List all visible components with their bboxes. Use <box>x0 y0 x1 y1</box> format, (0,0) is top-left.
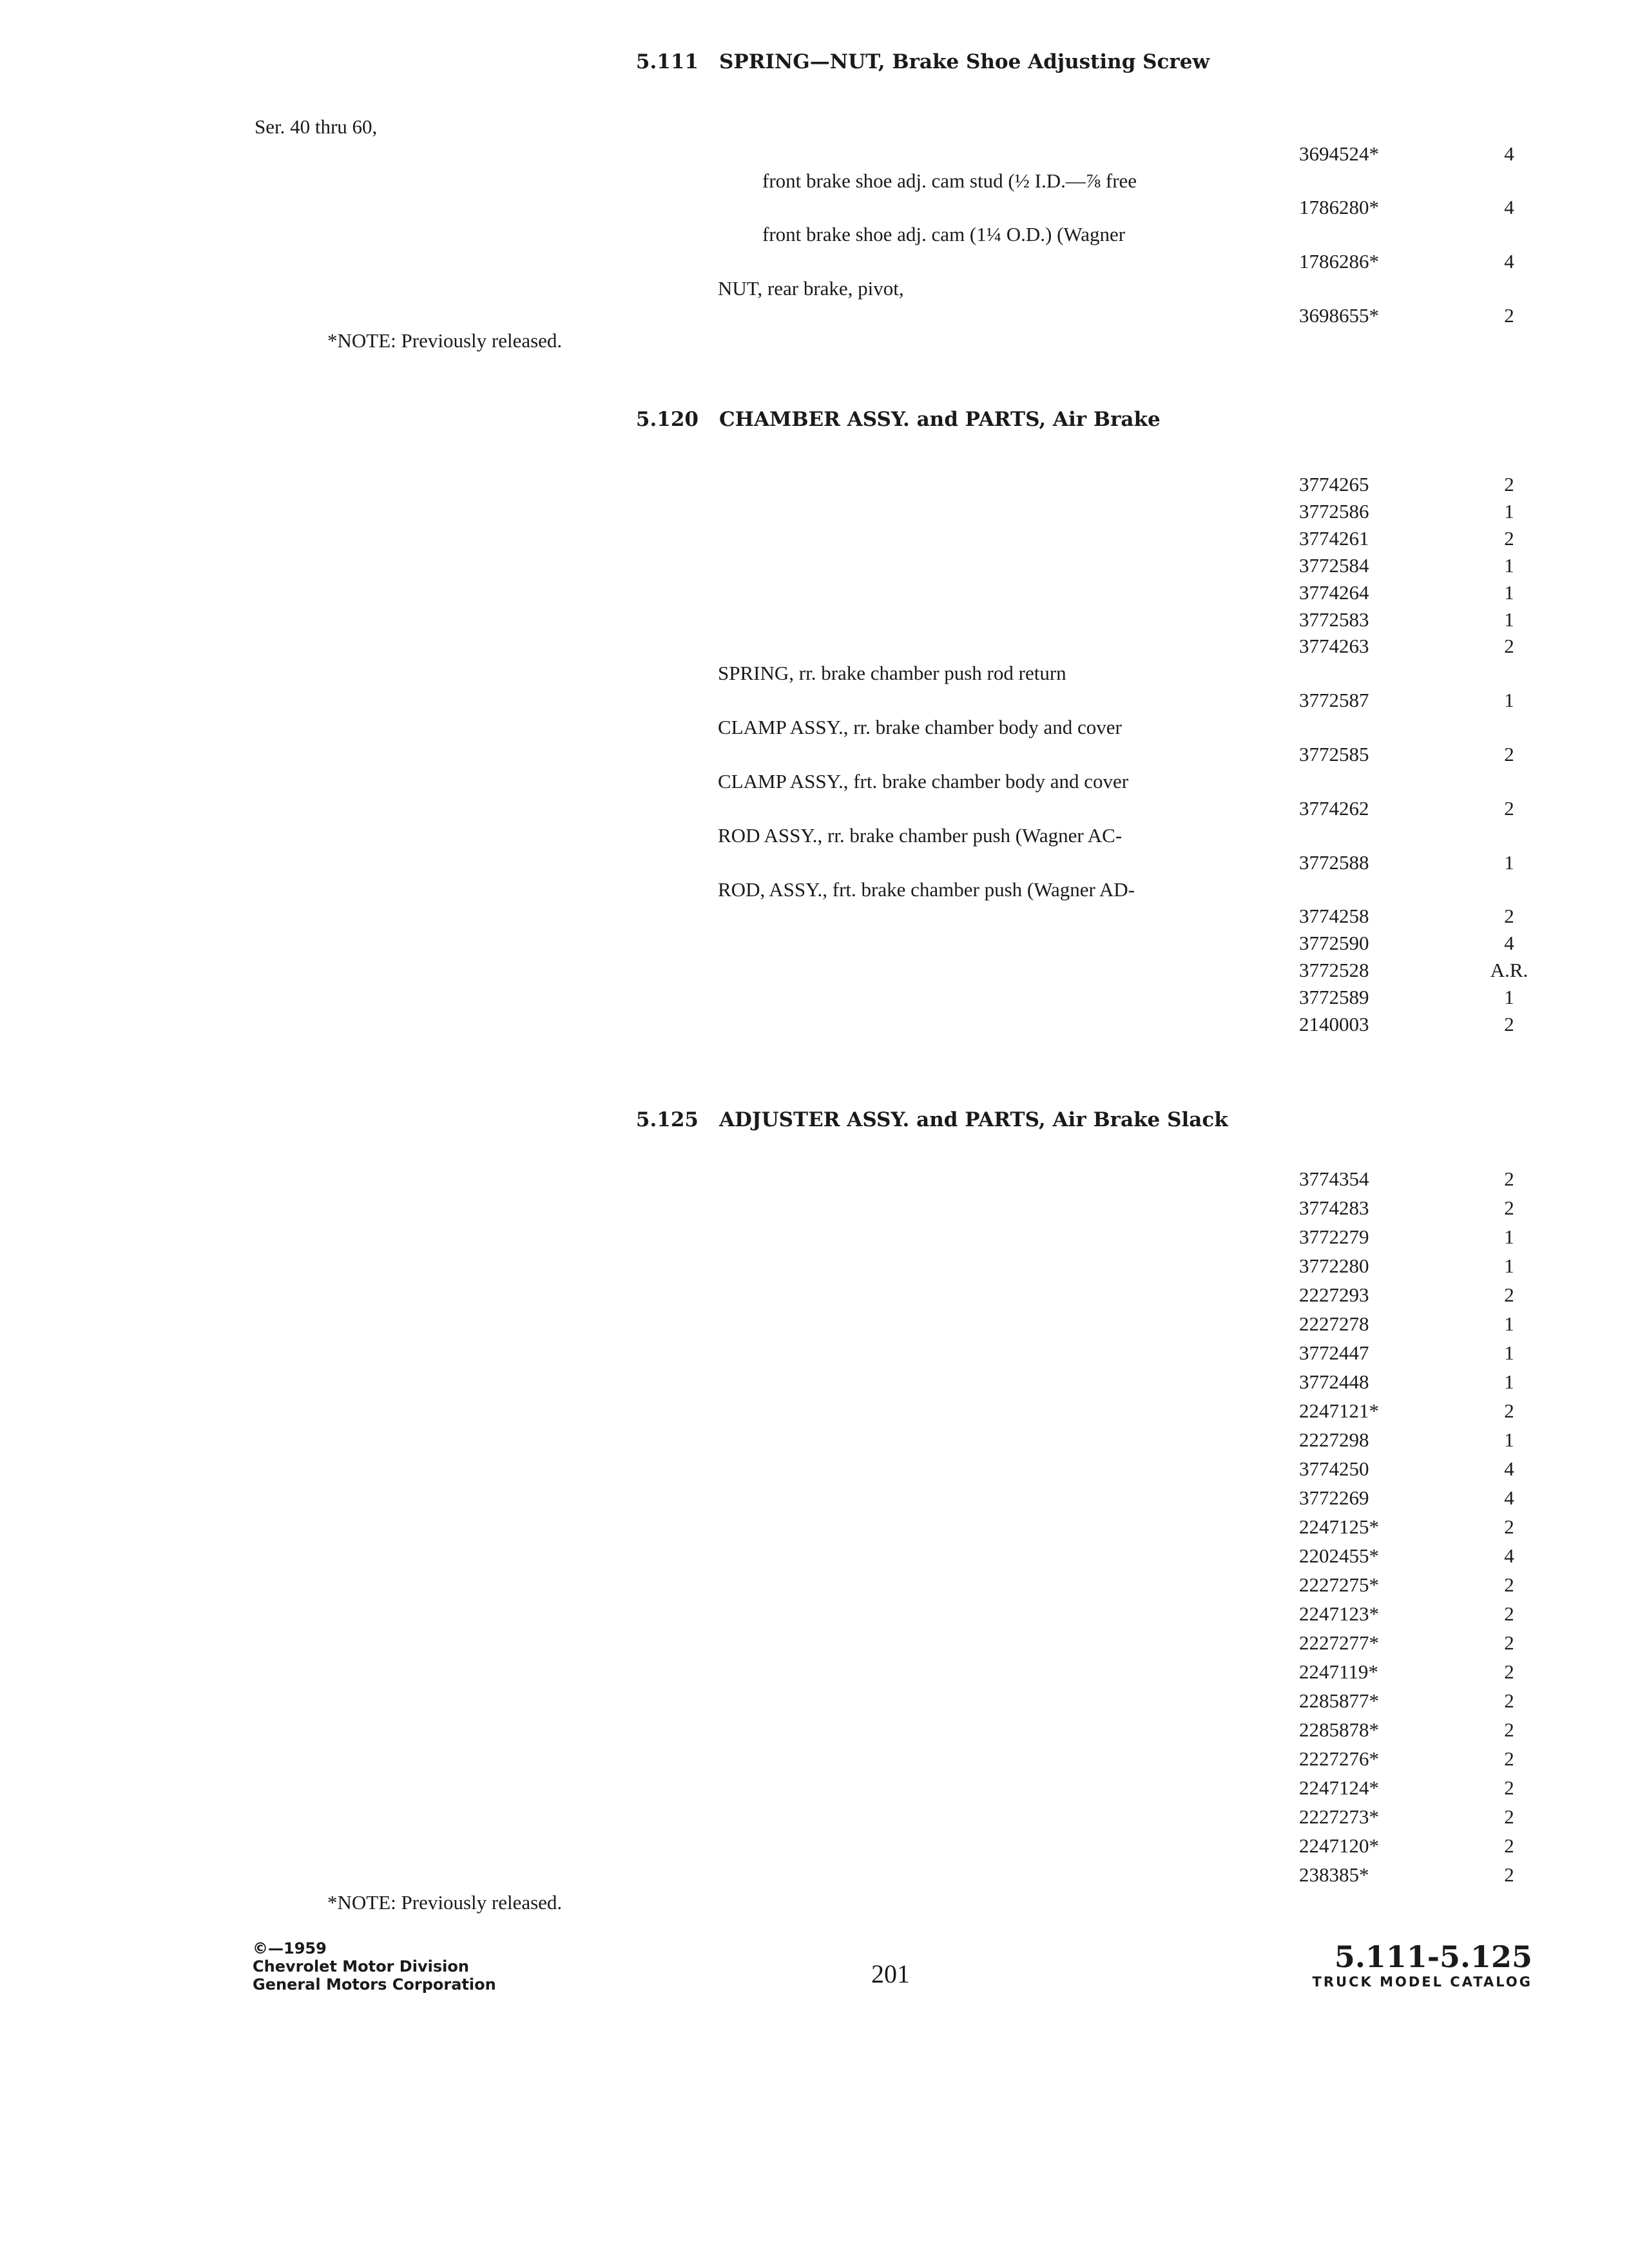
part-number: 3772447 <box>1299 1341 1369 1364</box>
quantity: 1 <box>1504 499 1514 523</box>
quantity: 1 <box>1504 581 1514 604</box>
part-number: 3772279 <box>1299 1225 1369 1248</box>
parts-row <box>0 1310 1629 1338</box>
quantity: 4 <box>1504 142 1514 165</box>
quantity: 2 <box>1504 1834 1514 1857</box>
section-range: 5.111-5.125 <box>1334 1939 1532 1974</box>
part-number: 3772585 <box>1299 743 1369 765</box>
parts-row <box>0 632 1629 660</box>
quantity: 2 <box>1504 1515 1514 1538</box>
parts-row <box>0 849 1629 877</box>
parts-row <box>0 1861 1629 1889</box>
parts-row <box>0 740 1629 769</box>
part-number: 2227273* <box>1299 1805 1379 1828</box>
part-number: 2247121* <box>1299 1399 1379 1422</box>
part-description: CLAMP ASSY., rr. brake chamber body and cover <box>718 716 1122 739</box>
part-number: 3772587 <box>1299 689 1369 712</box>
quantity: 2 <box>1504 1805 1514 1828</box>
parts-row <box>0 302 1629 330</box>
section-range-block <box>1313 1939 1532 1990</box>
part-number: 3774250 <box>1299 1457 1369 1480</box>
quantity: 2 <box>1504 1776 1514 1799</box>
quantity: 1 <box>1504 850 1514 874</box>
part-number: 3772269 <box>1299 1486 1369 1509</box>
parts-row <box>0 1455 1629 1483</box>
quantity: 2 <box>1504 1013 1514 1035</box>
part-description: front brake shoe adj. cam (1¼ O.D.) (Wagner <box>762 223 1126 246</box>
part-number: 2247123* <box>1299 1602 1379 1625</box>
part-number: 3772590 <box>1299 932 1369 955</box>
quantity: 4 <box>1504 1457 1514 1480</box>
section-header <box>0 408 1629 440</box>
quantity: 1 <box>1504 986 1514 1009</box>
part-number: 2247125* <box>1299 1515 1379 1538</box>
quantity: 2 <box>1504 1631 1514 1654</box>
footnote: *NOTE: Previously released. <box>327 329 563 352</box>
catalog-title: TRUCK MODEL CATALOG <box>1312 1974 1532 1990</box>
part-description: ROD, ASSY., frt. brake chamber push (Wagner AD- <box>718 878 1135 901</box>
part-number: 1786280* <box>1299 196 1379 219</box>
parts-row <box>0 1803 1629 1831</box>
section-header <box>0 50 1629 82</box>
parts-row <box>0 470 1629 499</box>
section-title: ADJUSTER ASSY. and PARTS, Air Brake Slack <box>719 1108 1228 1131</box>
parts-row <box>0 193 1629 222</box>
parts-row <box>0 247 1629 276</box>
part-description: SPRING, rr. brake chamber push rod return <box>718 662 1066 685</box>
part-number: 3772528 <box>1299 959 1369 982</box>
parts-row <box>0 794 1629 823</box>
parts-row <box>0 1223 1629 1251</box>
part-description: CLAMP ASSY., frt. brake chamber body and cover <box>718 769 1129 793</box>
part-number: 3772280 <box>1299 1254 1369 1277</box>
parts-row <box>0 274 1629 303</box>
quantity: 4 <box>1504 250 1514 273</box>
quantity: 2 <box>1504 1718 1514 1741</box>
publisher-block <box>253 1939 496 1994</box>
parts-row <box>0 1252 1629 1280</box>
quantity: 2 <box>1504 796 1514 820</box>
parts-row <box>0 1368 1629 1396</box>
parts-row <box>0 524 1629 553</box>
part-description: front brake shoe adj. cam stud (½ I.D.—⅞ free <box>762 169 1137 192</box>
quantity: 2 <box>1504 526 1514 550</box>
quantity: 2 <box>1504 1573 1514 1596</box>
copyright: ©—1959 <box>253 1939 327 1957</box>
parts-row <box>0 113 1629 141</box>
part-number: 3772589 <box>1299 986 1369 1009</box>
section-title: SPRING—NUT, Brake Shoe Adjusting Screw <box>719 50 1210 73</box>
part-number: 2227293 <box>1299 1283 1369 1306</box>
quantity: 2 <box>1504 1689 1514 1712</box>
footnote: *NOTE: Previously released. <box>327 1891 563 1914</box>
part-number: 2227277* <box>1299 1631 1379 1654</box>
part-number: 1786286* <box>1299 250 1379 273</box>
part-number: 2247119* <box>1299 1660 1378 1683</box>
quantity: 1 <box>1504 1370 1514 1393</box>
parts-row <box>0 1716 1629 1744</box>
part-number: 3774261 <box>1299 526 1369 550</box>
part-number: 3772583 <box>1299 608 1369 631</box>
parts-row <box>0 1658 1629 1686</box>
parts-row <box>0 983 1629 1012</box>
quantity: 2 <box>1504 1283 1514 1306</box>
part-number: 2285877* <box>1299 1689 1379 1712</box>
quantity: 2 <box>1504 1660 1514 1683</box>
parts-row <box>0 659 1629 687</box>
quantity: 4 <box>1504 932 1514 955</box>
section-number: 5.120 <box>635 408 699 431</box>
part-number: 2247124* <box>1299 1776 1379 1799</box>
parts-row <box>0 1832 1629 1860</box>
parts-row <box>0 1542 1629 1570</box>
parts-row <box>0 1484 1629 1512</box>
parts-row <box>0 579 1629 607</box>
part-number: 2285878* <box>1299 1718 1379 1741</box>
part-number: 3772588 <box>1299 850 1369 874</box>
quantity: 1 <box>1504 1254 1514 1277</box>
quantity: 1 <box>1504 1312 1514 1335</box>
parts-row <box>0 1687 1629 1715</box>
section-number: 5.111 <box>635 50 699 73</box>
parts-row <box>0 1397 1629 1425</box>
part-number: 2140003 <box>1299 1013 1369 1035</box>
model-application: Ser. 40 thru 60, <box>255 115 378 138</box>
part-number: 3694524* <box>1299 142 1379 165</box>
section-title: CHAMBER ASSY. and PARTS, Air Brake <box>719 408 1161 431</box>
part-number: 3774264 <box>1299 581 1369 604</box>
quantity: 2 <box>1504 1863 1514 1886</box>
parts-row <box>0 1281 1629 1309</box>
part-number: 2247120* <box>1299 1834 1379 1857</box>
quantity: 2 <box>1504 1747 1514 1770</box>
corporation-name: General Motors Corporation <box>253 1975 496 1994</box>
quantity: 2 <box>1504 743 1514 765</box>
parts-row <box>0 1010 1629 1039</box>
quantity: 2 <box>1504 1196 1514 1219</box>
parts-row <box>0 497 1629 526</box>
quantity: A.R. <box>1490 959 1528 982</box>
parts-row <box>0 822 1629 850</box>
part-number: 3772586 <box>1299 499 1369 523</box>
quantity: 1 <box>1504 1225 1514 1248</box>
parts-row <box>0 767 1629 796</box>
part-number: 2227278 <box>1299 1312 1369 1335</box>
part-description: NUT, rear brake, pivot, <box>718 276 904 300</box>
part-number: 3772448 <box>1299 1370 1369 1393</box>
part-number: 2227275* <box>1299 1573 1379 1596</box>
parts-row <box>0 167 1629 195</box>
part-number: 3774354 <box>1299 1168 1369 1190</box>
division-name: Chevrolet Motor Division <box>253 1957 469 1975</box>
quantity: 2 <box>1504 473 1514 495</box>
parts-row <box>0 686 1629 715</box>
parts-row <box>0 1774 1629 1802</box>
parts-row <box>0 1629 1629 1657</box>
part-number: 2227276* <box>1299 1747 1379 1770</box>
quantity: 2 <box>1504 1399 1514 1422</box>
quantity: 1 <box>1504 1428 1514 1451</box>
part-number: 238385* <box>1299 1863 1369 1886</box>
parts-row <box>0 713 1629 742</box>
parts-row <box>0 1194 1629 1222</box>
parts-row <box>0 1165 1629 1193</box>
quantity: 1 <box>1504 1341 1514 1364</box>
part-number: 3774265 <box>1299 473 1369 495</box>
parts-row <box>0 876 1629 904</box>
part-number: 3774263 <box>1299 635 1369 658</box>
part-number: 3774258 <box>1299 905 1369 928</box>
part-description: ROD ASSY., rr. brake chamber push (Wagner AC- <box>718 823 1123 847</box>
parts-row <box>0 220 1629 249</box>
quantity: 2 <box>1504 635 1514 658</box>
quantity: 4 <box>1504 1544 1514 1567</box>
parts-row <box>0 929 1629 957</box>
part-number: 3698655* <box>1299 303 1379 327</box>
parts-row <box>0 902 1629 930</box>
quantity: 4 <box>1504 196 1514 219</box>
quantity: 1 <box>1504 553 1514 577</box>
parts-row <box>0 552 1629 580</box>
parts-row <box>0 956 1629 985</box>
parts-row <box>0 1745 1629 1773</box>
parts-row <box>0 606 1629 634</box>
parts-row <box>0 1571 1629 1599</box>
quantity: 2 <box>1504 905 1514 928</box>
parts-row <box>0 1600 1629 1628</box>
parts-row <box>0 1426 1629 1454</box>
part-number: 3774283 <box>1299 1196 1369 1219</box>
part-number: 3774262 <box>1299 796 1369 820</box>
parts-row <box>0 140 1629 168</box>
section-header <box>0 1108 1629 1140</box>
quantity: 2 <box>1504 303 1514 327</box>
quantity: 2 <box>1504 1168 1514 1190</box>
parts-row <box>0 1513 1629 1541</box>
quantity: 1 <box>1504 689 1514 712</box>
quantity: 1 <box>1504 608 1514 631</box>
parts-row <box>0 1339 1629 1367</box>
quantity: 2 <box>1504 1602 1514 1625</box>
section-number: 5.125 <box>635 1108 699 1131</box>
part-number: 2202455* <box>1299 1544 1379 1567</box>
quantity: 4 <box>1504 1486 1514 1509</box>
page-number: 201 <box>871 1959 910 1988</box>
part-number: 2227298 <box>1299 1428 1369 1451</box>
part-number: 3772584 <box>1299 553 1369 577</box>
